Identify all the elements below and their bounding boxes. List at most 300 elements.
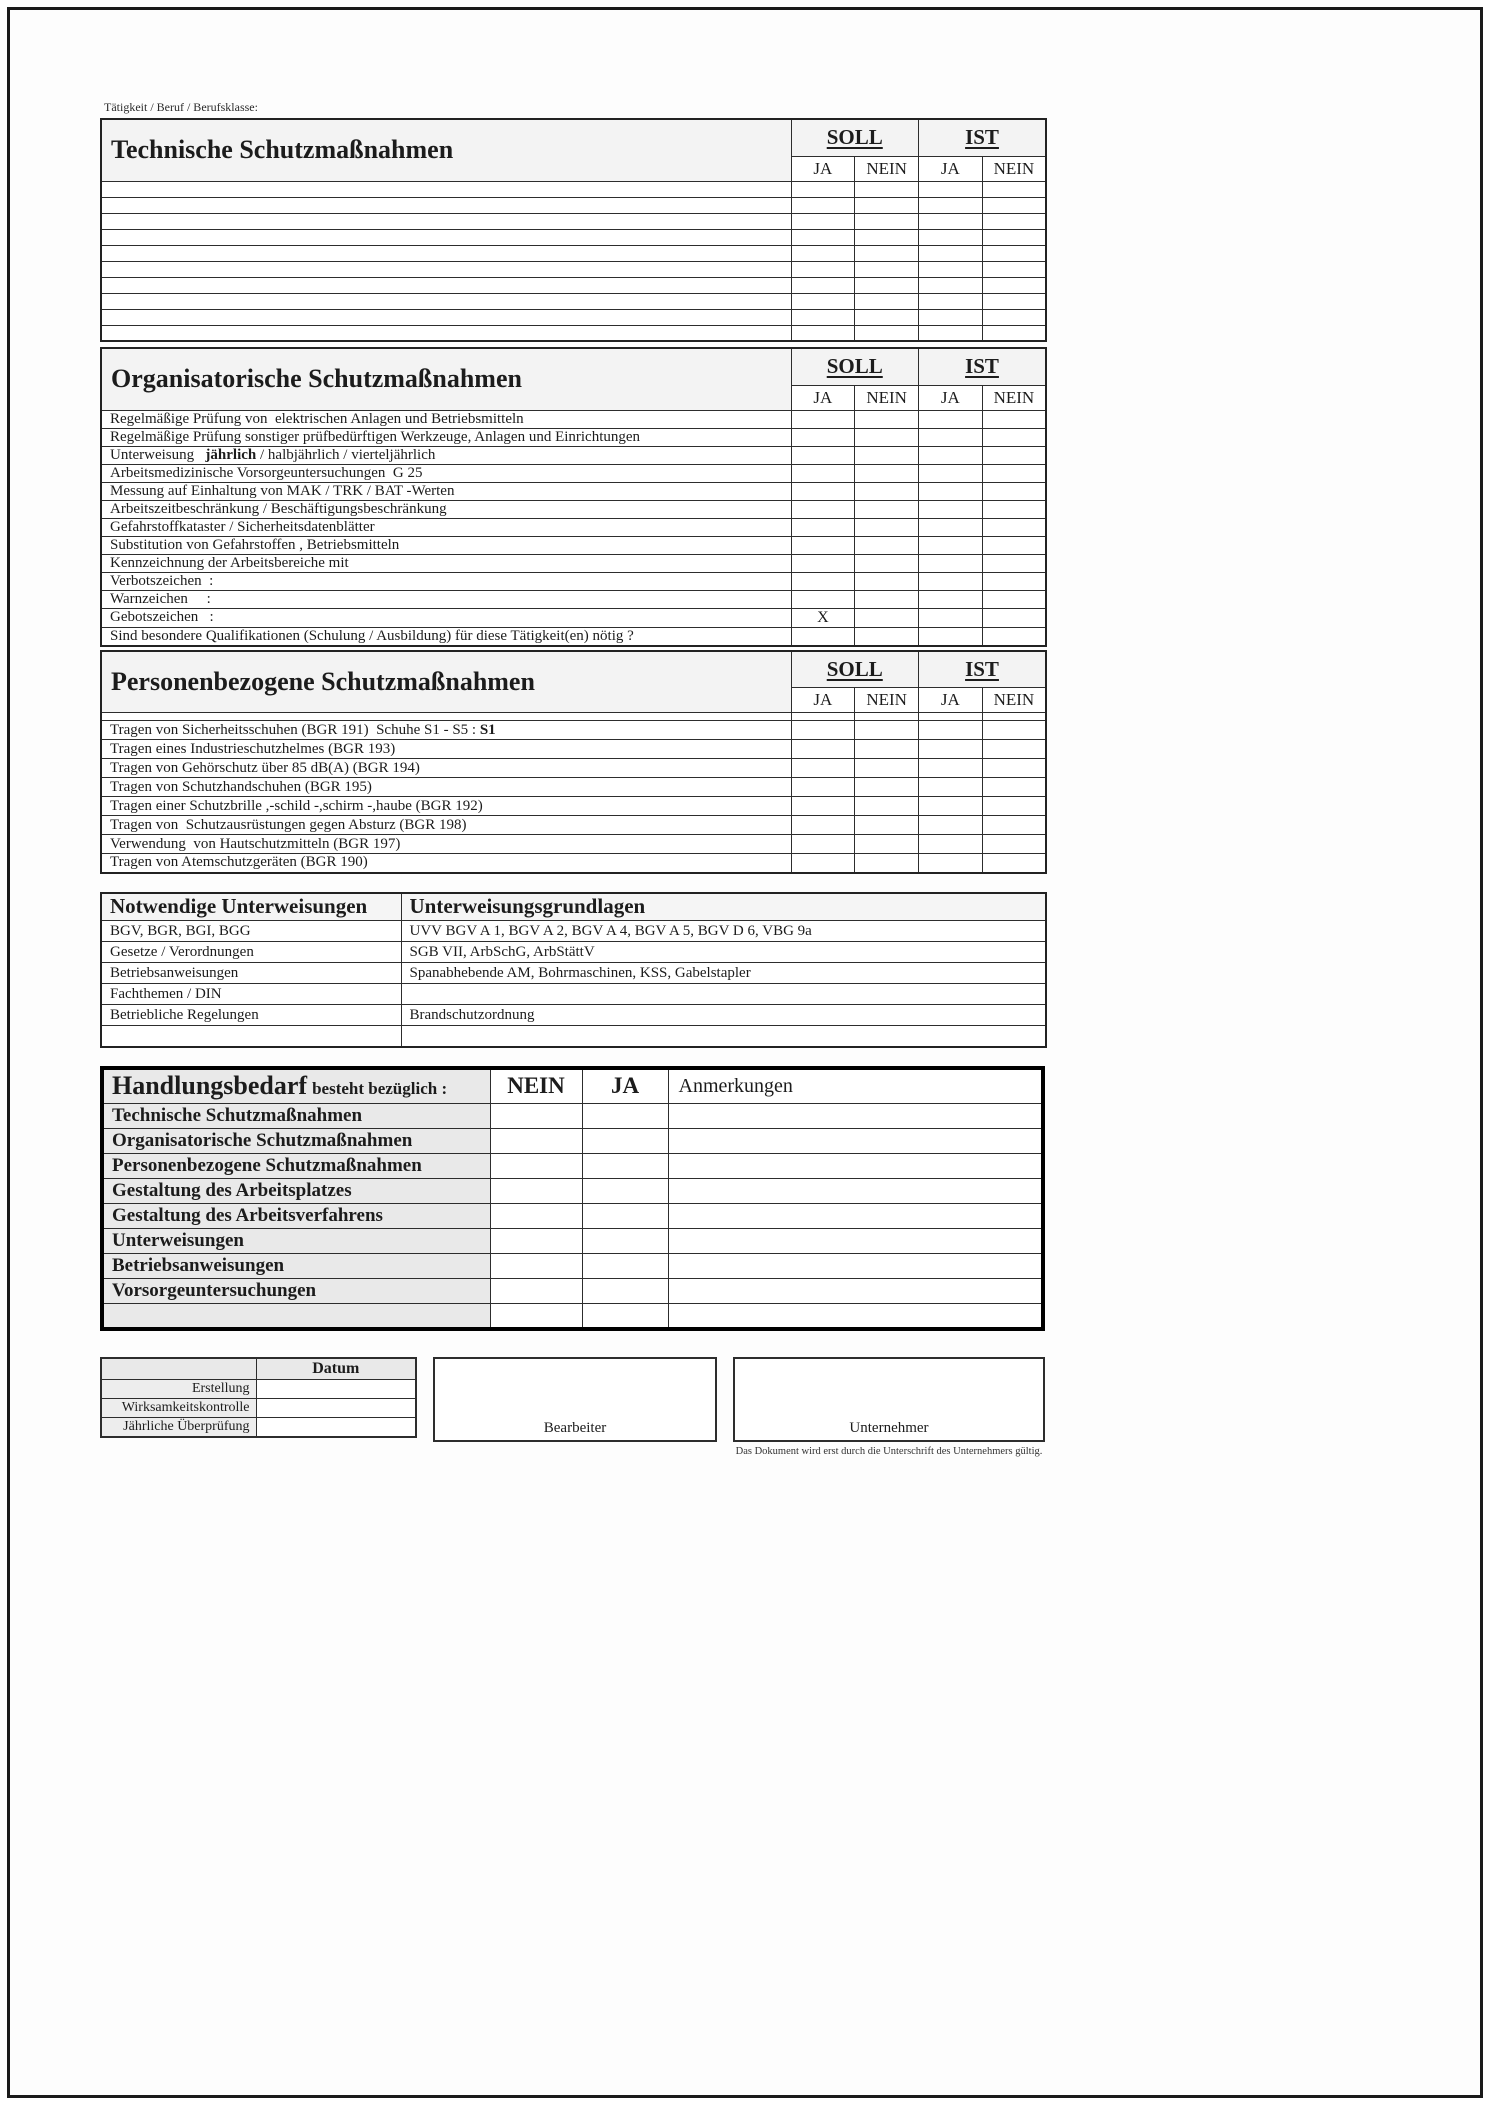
action-label-cell: Gestaltung des Arbeitsverfahrens: [102, 1204, 490, 1229]
soll-ja-cell[interactable]: [791, 518, 855, 536]
instruction-row: [101, 984, 1046, 1005]
ist-ja-cell[interactable]: [919, 835, 983, 854]
soll-nein-cell[interactable]: [855, 277, 919, 293]
soll-nein-cell[interactable]: [855, 835, 919, 854]
soll-nein-header: NEIN: [855, 385, 919, 410]
ja-cell[interactable]: [582, 1304, 668, 1329]
soll-ja-cell[interactable]: [791, 213, 855, 229]
date-row: [101, 1399, 416, 1418]
measure-text-bold: S1: [479, 721, 496, 738]
ist-nein-cell[interactable]: [982, 740, 1046, 759]
soll-nein-cell[interactable]: [855, 181, 919, 197]
action-row: [102, 1179, 1043, 1204]
measure-row: [101, 590, 1046, 608]
soll-label: SOLL: [826, 354, 883, 379]
measure-text: Arbeitszeitbeschränkung / Beschäftigungsbeschränkung: [110, 500, 447, 517]
empty-measure-row: [101, 213, 1046, 229]
measure-label: [101, 572, 791, 590]
action-row: [102, 1154, 1043, 1179]
ist-ja-cell[interactable]: [919, 293, 983, 309]
measure-label: [101, 446, 791, 464]
ist-nein-cell[interactable]: [982, 518, 1046, 536]
measure-label: [101, 464, 791, 482]
ist-ja-cell[interactable]: [919, 816, 983, 835]
soll-ja-cell[interactable]: [791, 797, 855, 816]
nein-cell[interactable]: [490, 1229, 582, 1254]
ist-ja-cell[interactable]: [919, 554, 983, 572]
measure-text: Unterweisung: [110, 446, 206, 463]
ist-nein-cell[interactable]: [982, 325, 1046, 341]
soll-ja-cell[interactable]: [791, 572, 855, 590]
measure-row: [101, 721, 1046, 740]
soll-nein-cell[interactable]: [855, 608, 919, 627]
instructions-left-title: Notwendige Unterweisungen: [101, 893, 401, 921]
measure-label-cell[interactable]: [101, 229, 791, 245]
soll-ja-cell[interactable]: [791, 464, 855, 482]
measure-row: [101, 446, 1046, 464]
ist-ja-header: JA: [919, 156, 983, 181]
soll-nein-cell[interactable]: [855, 213, 919, 229]
action-label-cell: [102, 1304, 490, 1329]
measure-label-cell[interactable]: [101, 245, 791, 261]
nein-cell[interactable]: [490, 1179, 582, 1204]
action-label-cell: Technische Schutzmaßnahmen: [102, 1104, 490, 1129]
soll-ja-cell[interactable]: [791, 293, 855, 309]
measure-label: [101, 721, 791, 740]
instruction-basis-cell[interactable]: UVV BGV A 1, BGV A 2, BGV A 4, BGV A 5, BGV D 6, VBG 9a: [401, 921, 1046, 942]
anmerkung-cell[interactable]: [668, 1279, 1043, 1304]
ist-ja-cell[interactable]: [919, 590, 983, 608]
soll-ja-cell[interactable]: [791, 181, 855, 197]
ist-nein-cell[interactable]: [982, 410, 1046, 428]
soll-nein-cell[interactable]: [855, 590, 919, 608]
technical-measures-table: [100, 118, 1047, 342]
unternehmer-column: [733, 1357, 1045, 1457]
measure-label-cell[interactable]: [101, 277, 791, 293]
soll-nein-cell[interactable]: [855, 309, 919, 325]
measure-text: Tragen von Schutzhandschuhen (BGR 195): [110, 778, 372, 795]
soll-nein-cell[interactable]: [855, 261, 919, 277]
measure-text-post: / halbjährlich / vierteljährlich: [256, 446, 436, 463]
measure-label-cell[interactable]: [101, 197, 791, 213]
date-row: [101, 1380, 416, 1399]
measure-label: [101, 816, 791, 835]
action-label-cell: Unterweisungen: [102, 1229, 490, 1254]
ist-nein-cell[interactable]: [982, 197, 1046, 213]
measure-row: [101, 835, 1046, 854]
action-title-cell: [102, 1068, 490, 1104]
ist-ja-cell[interactable]: [919, 740, 983, 759]
date-label: Jährliche Überprüfung: [101, 1418, 256, 1437]
soll-ja-cell[interactable]: [791, 410, 855, 428]
ist-ja-cell[interactable]: [919, 464, 983, 482]
soll-nein-cell[interactable]: [855, 816, 919, 835]
ist-nein-cell[interactable]: [982, 572, 1046, 590]
measure-label: [101, 608, 791, 627]
empty-measure-row: [101, 293, 1046, 309]
soll-nein-cell[interactable]: [855, 721, 919, 740]
ist-nein-cell[interactable]: [982, 816, 1046, 835]
ist-ja-cell[interactable]: [919, 854, 983, 873]
soll-label: SOLL: [826, 656, 883, 681]
soll-ja-cell[interactable]: [791, 816, 855, 835]
measure-label: [101, 778, 791, 797]
soll-nein-cell[interactable]: [855, 325, 919, 341]
soll-ja-cell[interactable]: [791, 197, 855, 213]
instruction-row: [101, 921, 1046, 942]
section-title-organizational: Organisatorische Schutzmaßnahmen: [101, 348, 791, 410]
empty-measure-row: [101, 229, 1046, 245]
soll-nein-cell[interactable]: [855, 759, 919, 778]
ist-ja-cell[interactable]: [919, 261, 983, 277]
soll-nein-cell[interactable]: [855, 482, 919, 500]
date-label: Wirksamkeitskontrolle: [101, 1399, 256, 1418]
ist-nein-cell[interactable]: [982, 213, 1046, 229]
soll-nein-cell[interactable]: [855, 293, 919, 309]
soll-nein-cell[interactable]: [855, 197, 919, 213]
measure-row: [101, 536, 1046, 554]
nein-cell[interactable]: [490, 1154, 582, 1179]
soll-nein-cell[interactable]: [855, 500, 919, 518]
ist-label: IST: [965, 125, 999, 150]
ist-nein-cell[interactable]: [982, 464, 1046, 482]
empty-measure-row: [101, 277, 1046, 293]
soll-ja-cell[interactable]: [791, 277, 855, 293]
soll-ja-cell[interactable]: [791, 309, 855, 325]
ist-nein-cell[interactable]: [982, 835, 1046, 854]
anmerkung-cell[interactable]: [668, 1104, 1043, 1129]
instruction-row: [101, 1026, 1046, 1047]
ist-nein-cell[interactable]: [982, 536, 1046, 554]
ist-nein-cell[interactable]: [982, 554, 1046, 572]
measure-label-cell[interactable]: [101, 213, 791, 229]
measure-text: Tragen von Atemschutzgeräten (BGR 190): [110, 854, 368, 871]
measure-text: Sind besondere Qualifikationen (Schulung / Ausbildung) für diese Tätigkeit(en) nötig ?: [110, 627, 634, 644]
measure-row: [101, 554, 1046, 572]
ja-cell[interactable]: [582, 1254, 668, 1279]
date-value-cell[interactable]: [256, 1380, 416, 1399]
ja-cell[interactable]: [582, 1179, 668, 1204]
measure-row: [101, 627, 1046, 646]
measure-text: Arbeitsmedizinische Vorsorgeuntersuchungen G 25: [110, 464, 423, 481]
action-row: [102, 1104, 1043, 1129]
instructions-right-title: Unterweisungsgrundlagen: [401, 893, 1046, 921]
ja-cell[interactable]: [582, 1129, 668, 1154]
ist-ja-header: JA: [919, 688, 983, 713]
ist-nein-cell[interactable]: [982, 446, 1046, 464]
ist-header: [919, 348, 1047, 385]
instruction-basis-cell[interactable]: Brandschutzordnung: [401, 1005, 1046, 1026]
measure-text: Tragen einer Schutzbrille ,-schild -,schirm -,haube (BGR 192): [110, 797, 483, 814]
soll-header: [791, 651, 919, 688]
ist-ja-cell[interactable]: [919, 410, 983, 428]
ist-nein-cell[interactable]: [982, 245, 1046, 261]
action-row: [102, 1129, 1043, 1154]
section-title-personal: Personenbezogene Schutzmaßnahmen: [101, 651, 791, 713]
measure-row: [101, 759, 1046, 778]
date-value-cell[interactable]: [256, 1418, 416, 1437]
action-row: [102, 1229, 1043, 1254]
ist-nein-cell[interactable]: [982, 590, 1046, 608]
ja-cell[interactable]: [582, 1104, 668, 1129]
ist-ja-cell[interactable]: [919, 536, 983, 554]
measure-text: Regelmäßige Prüfung von elektrischen Anlagen und Betriebsmitteln: [110, 410, 524, 427]
ja-cell[interactable]: [582, 1204, 668, 1229]
ja-cell[interactable]: [582, 1229, 668, 1254]
ist-nein-cell[interactable]: [982, 778, 1046, 797]
ist-nein-header: NEIN: [982, 385, 1046, 410]
soll-nein-cell[interactable]: [855, 797, 919, 816]
action-label-cell: Gestaltung des Arbeitsplatzes: [102, 1179, 490, 1204]
measure-label: [101, 797, 791, 816]
soll-nein-header: NEIN: [855, 156, 919, 181]
soll-ja-cell[interactable]: [791, 554, 855, 572]
action-row: [102, 1204, 1043, 1229]
instruction-topic-cell: Fachthemen / DIN: [101, 984, 401, 1005]
ist-label: IST: [965, 656, 999, 681]
soll-ja-cell[interactable]: [791, 778, 855, 797]
measure-label: [101, 428, 791, 446]
soll-nein-cell[interactable]: [855, 245, 919, 261]
ist-ja-cell[interactable]: [919, 229, 983, 245]
ist-ja-cell[interactable]: [919, 428, 983, 446]
action-row: [102, 1254, 1043, 1279]
activity-label: Tätigkeit / Beruf / Berufsklasse:: [104, 100, 258, 114]
soll-nein-cell[interactable]: [855, 410, 919, 428]
ist-nein-cell[interactable]: [982, 854, 1046, 873]
anmerkung-cell[interactable]: [668, 1254, 1043, 1279]
soll-nein-cell[interactable]: [855, 854, 919, 873]
measure-row: [101, 778, 1046, 797]
soll-ja-cell[interactable]: [791, 428, 855, 446]
soll-header: [791, 119, 919, 156]
soll-ja-header: JA: [791, 156, 855, 181]
soll-ja-cell[interactable]: [791, 446, 855, 464]
measure-row: [101, 482, 1046, 500]
organizational-measures-table: [100, 347, 1047, 647]
soll-nein-cell[interactable]: [855, 446, 919, 464]
nein-cell[interactable]: [490, 1304, 582, 1329]
soll-ja-cell[interactable]: [791, 759, 855, 778]
dates-blank-header: [101, 1358, 256, 1380]
measure-text-bold: jährlich: [205, 446, 257, 463]
measure-label: [101, 835, 791, 854]
measure-label-cell[interactable]: [101, 293, 791, 309]
soll-nein-cell[interactable]: [855, 740, 919, 759]
ist-ja-cell[interactable]: [919, 245, 983, 261]
action-label-cell: Betriebsanweisungen: [102, 1254, 490, 1279]
personal-measures-table: [100, 650, 1047, 874]
measure-text: Substitution von Gefahrstoffen , Betriebsmitteln: [110, 536, 400, 553]
ist-nein-cell[interactable]: [982, 721, 1046, 740]
measure-text: Regelmäßige Prüfung sonstiger prüfbedürftigen Werkzeuge, Anlagen und Einrichtungen: [110, 428, 641, 445]
measure-label-cell[interactable]: [101, 261, 791, 277]
measure-text: Tragen eines Industrieschutzhelmes (BGR 193): [110, 740, 396, 757]
ist-nein-cell[interactable]: [982, 293, 1046, 309]
measure-row: [101, 500, 1046, 518]
soll-nein-cell[interactable]: [855, 572, 919, 590]
ist-nein-header: NEIN: [982, 156, 1046, 181]
instruction-basis-cell[interactable]: [401, 984, 1046, 1005]
bearbeiter-label: Bearbeiter: [543, 1419, 607, 1436]
ja-cell[interactable]: [582, 1279, 668, 1304]
ist-ja-cell[interactable]: [919, 446, 983, 464]
anmerkung-cell[interactable]: [668, 1129, 1043, 1154]
action-row: [102, 1279, 1043, 1304]
dates-table: [100, 1357, 417, 1438]
soll-nein-cell[interactable]: [855, 464, 919, 482]
action-label-cell: Organisatorische Schutzmaßnahmen: [102, 1129, 490, 1154]
soll-ja-cell[interactable]: [791, 325, 855, 341]
soll-header: [791, 348, 919, 385]
ist-nein-cell[interactable]: [982, 428, 1046, 446]
ist-nein-cell[interactable]: [982, 482, 1046, 500]
ist-ja-cell[interactable]: [919, 181, 983, 197]
ist-ja-cell[interactable]: [919, 608, 983, 627]
measure-label: [101, 536, 791, 554]
soll-ja-cell[interactable]: [791, 590, 855, 608]
soll-ja-cell[interactable]: [791, 229, 855, 245]
measure-label: [101, 554, 791, 572]
nein-column-header: NEIN: [490, 1068, 582, 1104]
measure-text: Tragen von Schutzausrüstungen gegen Absturz (BGR 198): [110, 816, 467, 833]
ist-ja-cell[interactable]: [919, 627, 983, 646]
nein-cell[interactable]: [490, 1129, 582, 1154]
ist-nein-cell[interactable]: [982, 229, 1046, 245]
empty-measure-row: [101, 261, 1046, 277]
ist-nein-header: NEIN: [982, 688, 1046, 713]
measure-text: Verbotszeichen :: [110, 572, 214, 589]
anmerkungen-column-header: Anmerkungen: [668, 1068, 1043, 1104]
date-value-cell[interactable]: [256, 1399, 416, 1418]
ist-nein-cell[interactable]: [982, 309, 1046, 325]
ist-ja-cell[interactable]: [919, 721, 983, 740]
measure-label: [101, 740, 791, 759]
soll-ja-cell[interactable]: [791, 854, 855, 873]
ist-nein-cell[interactable]: [982, 261, 1046, 277]
nein-cell[interactable]: [490, 1279, 582, 1304]
ist-nein-cell[interactable]: [982, 608, 1046, 627]
ist-ja-cell[interactable]: [919, 759, 983, 778]
measure-row: [101, 854, 1046, 873]
measure-row: [101, 608, 1046, 627]
measure-text: Warnzeichen :: [110, 590, 211, 607]
soll-nein-cell[interactable]: [855, 428, 919, 446]
measure-label-cell[interactable]: [101, 309, 791, 325]
ist-ja-cell[interactable]: [919, 197, 983, 213]
soll-ja-cell[interactable]: [791, 721, 855, 740]
anmerkung-cell[interactable]: [668, 1154, 1043, 1179]
soll-nein-cell[interactable]: [855, 518, 919, 536]
anmerkung-cell[interactable]: [668, 1304, 1043, 1329]
measure-row: [101, 816, 1046, 835]
section-title-technical: Technische Schutzmaßnahmen: [101, 119, 791, 181]
soll-ja-cell[interactable]: X: [791, 608, 855, 627]
soll-ja-cell[interactable]: [791, 536, 855, 554]
ist-label: IST: [965, 354, 999, 379]
anmerkung-cell[interactable]: [668, 1229, 1043, 1254]
ist-ja-cell[interactable]: [919, 482, 983, 500]
empty-measure-row: [101, 181, 1046, 197]
ist-nein-cell[interactable]: [982, 759, 1046, 778]
soll-nein-cell[interactable]: [855, 627, 919, 646]
action-label-cell: Personenbezogene Schutzmaßnahmen: [102, 1154, 490, 1179]
instruction-row: [101, 1005, 1046, 1026]
measure-row: [101, 464, 1046, 482]
ist-ja-cell[interactable]: [919, 309, 983, 325]
soll-ja-cell[interactable]: [791, 261, 855, 277]
ist-ja-cell[interactable]: [919, 572, 983, 590]
measure-text: Tragen von Sicherheitsschuhen (BGR 191) Schuhe S1 - S5 :: [110, 721, 480, 738]
ist-nein-cell[interactable]: [982, 500, 1046, 518]
soll-ja-cell[interactable]: [791, 740, 855, 759]
instruction-basis-cell[interactable]: [401, 1026, 1046, 1047]
ist-nein-cell[interactable]: [982, 797, 1046, 816]
spacer-row: [101, 713, 1046, 721]
instruction-basis-cell[interactable]: Spanabhebende AM, Bohrmaschinen, KSS, Gabelstapler: [401, 963, 1046, 984]
soll-nein-cell[interactable]: [855, 778, 919, 797]
instruction-row: [101, 942, 1046, 963]
unternehmer-label: Unternehmer: [849, 1419, 929, 1436]
ist-ja-cell[interactable]: [919, 213, 983, 229]
soll-ja-header: JA: [791, 688, 855, 713]
instruction-row: [101, 963, 1046, 984]
instruction-basis-cell[interactable]: SGB VII, ArbSchG, ArbStättV: [401, 942, 1046, 963]
nein-cell[interactable]: [490, 1204, 582, 1229]
datum-header: Datum: [256, 1358, 416, 1380]
action-row: [102, 1304, 1043, 1329]
ist-ja-cell[interactable]: [919, 518, 983, 536]
action-needed-table: [100, 1066, 1045, 1331]
action-label-cell: Vorsorgeuntersuchungen: [102, 1279, 490, 1304]
signature-box-unternehmer[interactable]: [733, 1357, 1045, 1442]
ist-ja-cell[interactable]: [919, 778, 983, 797]
anmerkung-cell[interactable]: [668, 1204, 1043, 1229]
nein-cell[interactable]: [490, 1104, 582, 1129]
signature-box-bearbeiter[interactable]: [433, 1357, 717, 1442]
nein-cell[interactable]: [490, 1254, 582, 1279]
soll-nein-cell[interactable]: [855, 536, 919, 554]
ist-nein-cell[interactable]: [982, 627, 1046, 646]
measure-text: Verwendung von Hautschutzmitteln (BGR 197): [110, 835, 401, 852]
ist-ja-cell[interactable]: [919, 277, 983, 293]
soll-ja-cell[interactable]: [791, 245, 855, 261]
measure-row: [101, 518, 1046, 536]
ist-ja-cell[interactable]: [919, 325, 983, 341]
measure-label: [101, 627, 791, 646]
soll-ja-cell[interactable]: [791, 627, 855, 646]
document-page: [7, 7, 1483, 2098]
soll-ja-cell[interactable]: [791, 482, 855, 500]
measure-label-cell[interactable]: [101, 325, 791, 341]
ist-ja-cell[interactable]: [919, 797, 983, 816]
page-content: [100, 100, 1045, 1457]
instruction-topic-cell: Betriebliche Regelungen: [101, 1005, 401, 1026]
soll-ja-cell[interactable]: [791, 500, 855, 518]
instructions-table: [100, 892, 1047, 1048]
ist-nein-cell[interactable]: [982, 277, 1046, 293]
ist-ja-cell[interactable]: [919, 500, 983, 518]
measure-label-cell[interactable]: [101, 181, 791, 197]
anmerkung-cell[interactable]: [668, 1179, 1043, 1204]
ist-nein-cell[interactable]: [982, 181, 1046, 197]
instruction-topic-cell: BGV, BGR, BGI, BGG: [101, 921, 401, 942]
soll-ja-cell[interactable]: [791, 835, 855, 854]
soll-nein-cell[interactable]: [855, 229, 919, 245]
measure-text: Tragen von Gehörschutz über 85 dB(A) (BGR 194): [110, 759, 420, 776]
soll-nein-cell[interactable]: [855, 554, 919, 572]
ja-cell[interactable]: [582, 1154, 668, 1179]
